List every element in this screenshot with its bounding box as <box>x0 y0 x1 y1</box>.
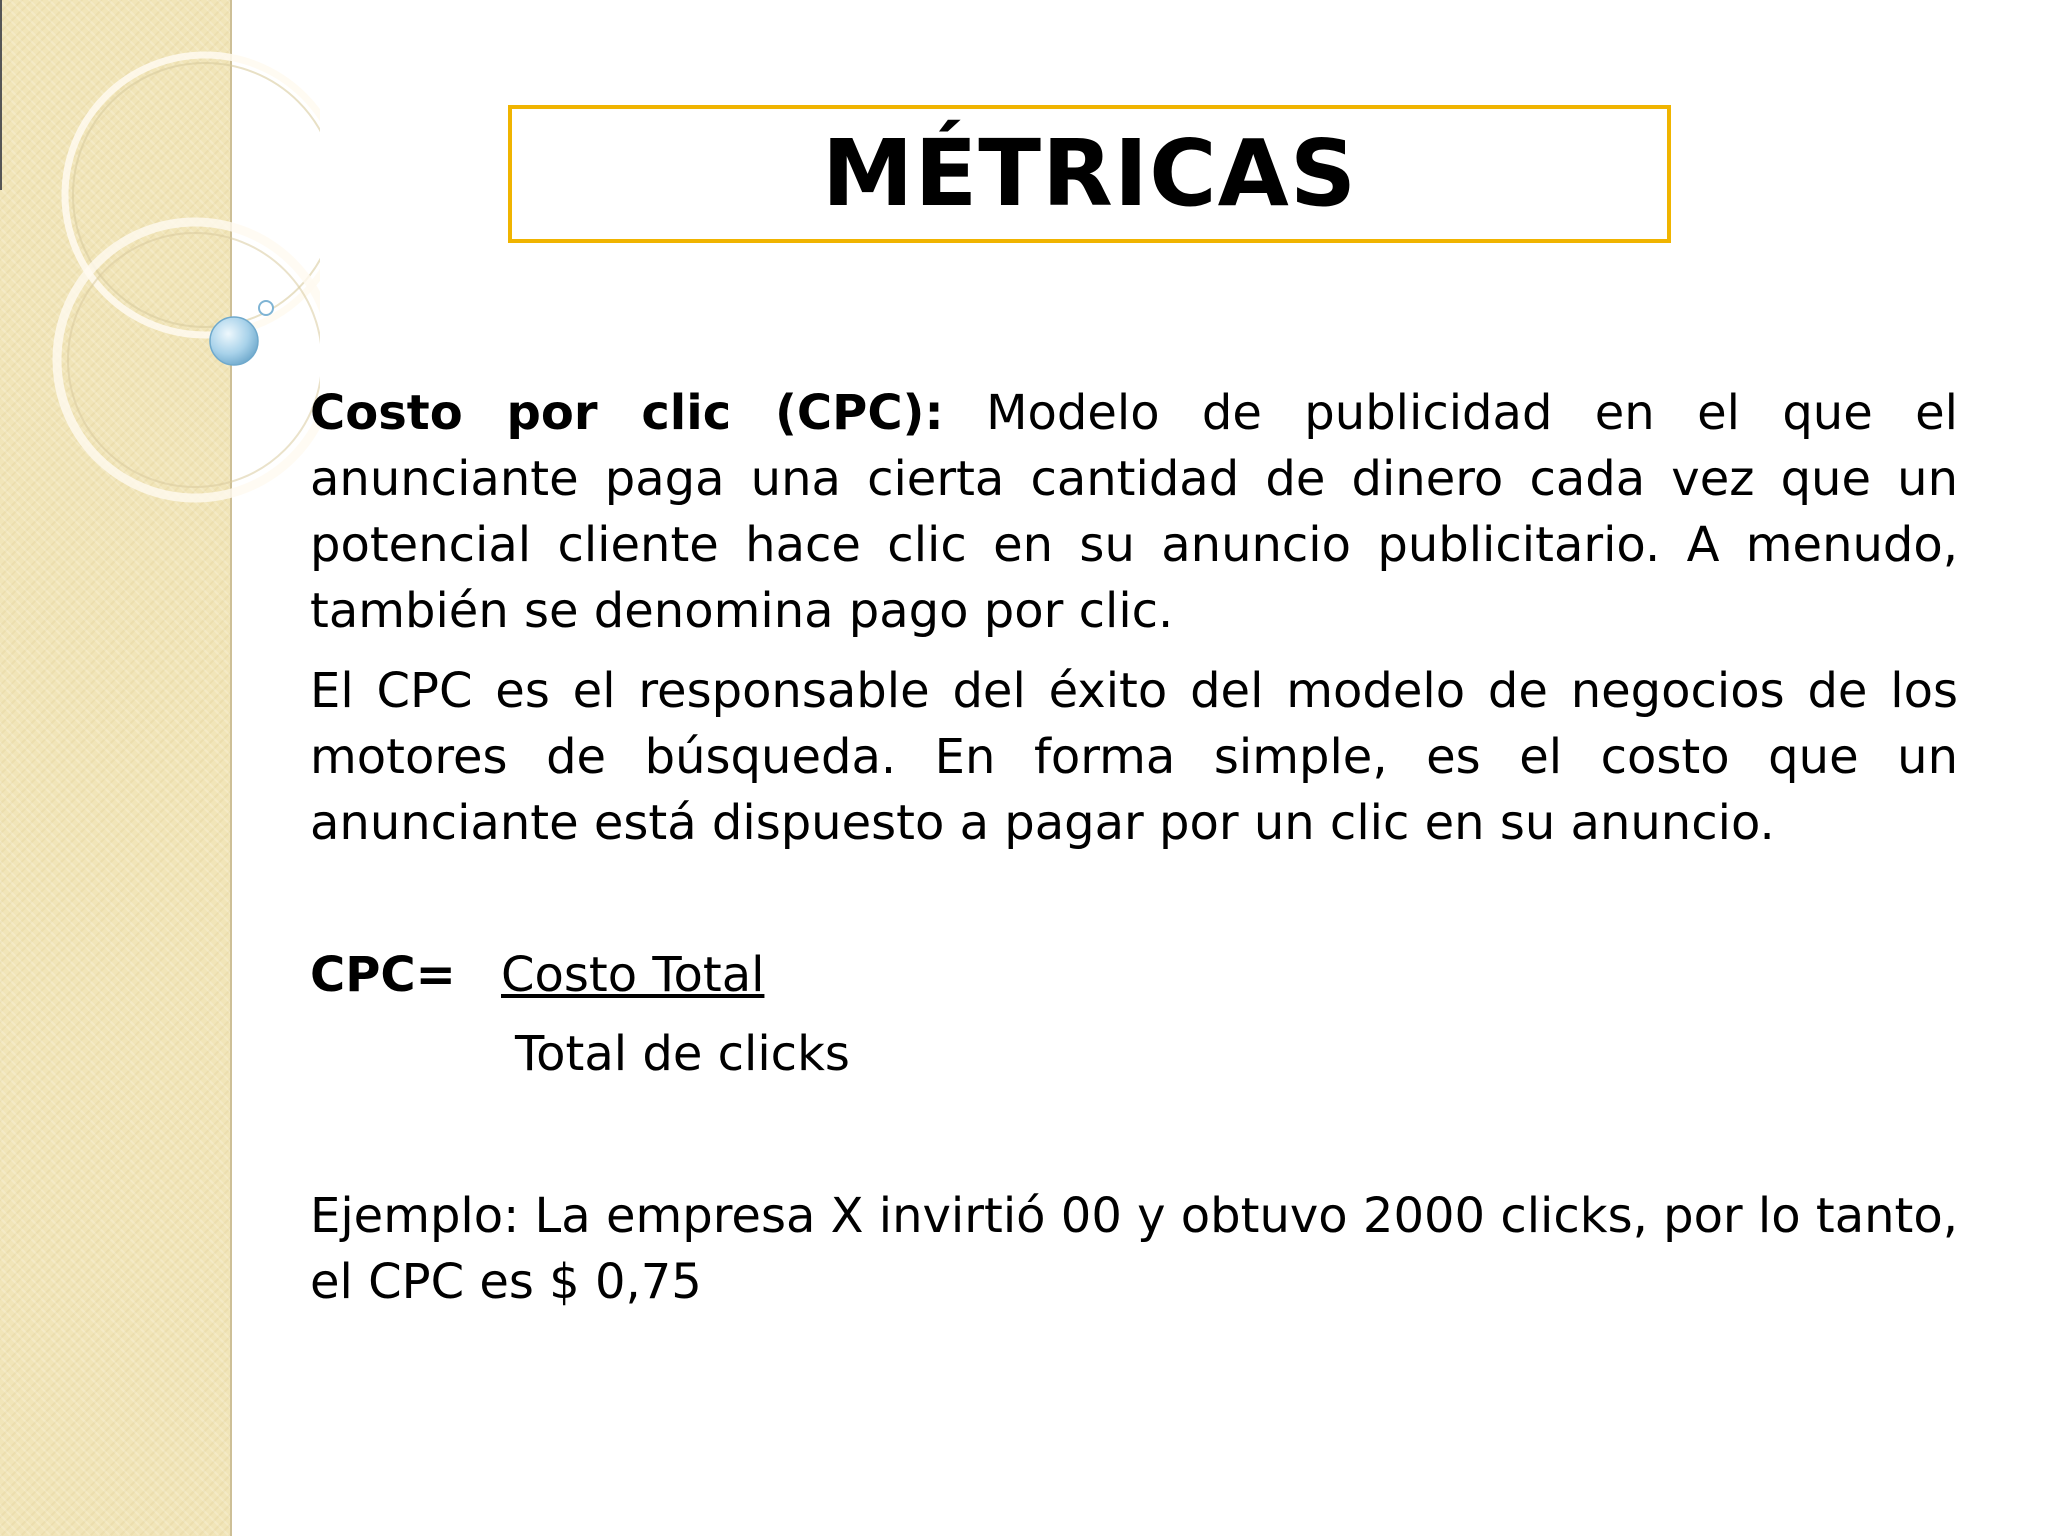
decor-small-ring-shadow <box>68 233 320 487</box>
example-paragraph: Ejemplo: La empresa X invirtió 00 y obtuvo 2000 clicks, por lo tanto, el CPC es $ 0,75 <box>310 1188 1958 1310</box>
definition-term: Costo por clic (CPC): <box>310 385 944 441</box>
decorative-circles <box>0 0 320 520</box>
definition-paragraph <box>310 380 1958 644</box>
bubble-small <box>259 301 273 315</box>
decor-small-ring <box>57 222 320 498</box>
bubble-large <box>210 317 258 365</box>
cpc-formula <box>310 942 1958 1008</box>
formula-label: CPC= <box>310 947 456 1003</box>
slide-title: MÉTRICAS <box>821 120 1358 227</box>
decor-large-ring <box>65 55 320 335</box>
formula-denominator: Total de clicks <box>515 1026 850 1082</box>
cpc-explanation-paragraph: El CPC es el responsable del éxito del modelo de negocios de los motores de búsqueda. En forma simple, es el costo que un anunciante está dispuesto a pagar por un clic en su anuncio. <box>310 663 1958 851</box>
slide-body <box>310 380 1958 1329</box>
title-box <box>508 105 1671 243</box>
formula-numerator: Costo Total <box>501 947 765 1003</box>
definition-text: Modelo de publicidad en el que el anunciante paga una cierta cantidad de dinero cada vez que un potencial cliente hace clic en su anuncio publicitario. A menudo, también se denomina pago por clic. <box>310 385 1958 639</box>
decor-large-ring-shadow <box>73 63 320 327</box>
